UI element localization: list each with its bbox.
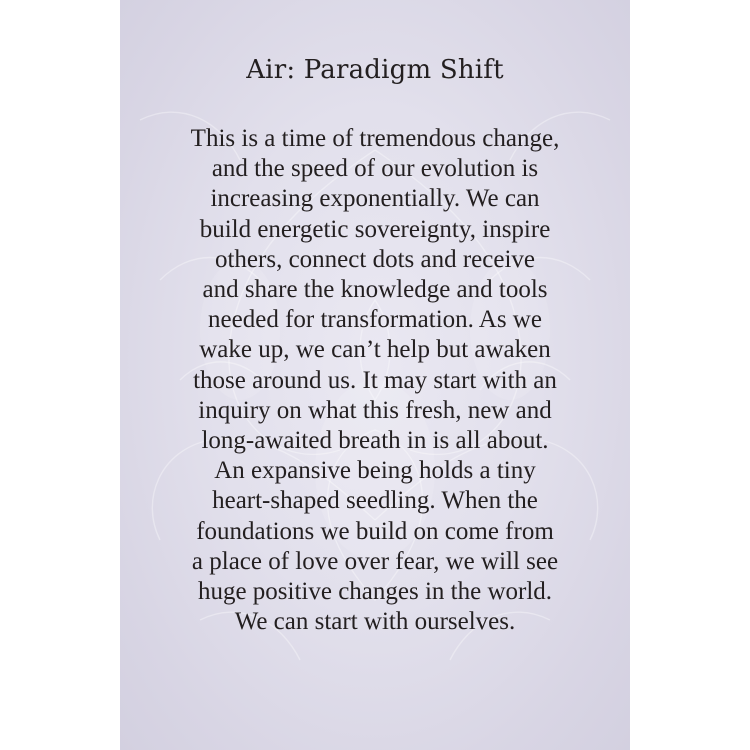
body-line: a place of love over fear, we will see (191, 547, 559, 575)
body-line: others, connect dots and receive (214, 245, 535, 273)
body-line: wake up, we can’t help but awaken (199, 336, 551, 364)
oracle-card (120, 0, 630, 750)
body-line: This is a time of tremendous change, (190, 125, 560, 152)
card-body-text (155, 124, 595, 637)
body-line: build energetic sovereignty, inspire (199, 215, 551, 243)
body-line: those around us. It may start with an (193, 366, 557, 394)
body-line: needed for transformation. As we (208, 306, 542, 334)
body-line: foundations we build on come from (196, 517, 554, 545)
body-line: We can start with ourselves. (234, 608, 516, 636)
body-line: heart-shaped seedling. When the (212, 487, 538, 515)
body-line: and share the knowledge and tools (202, 276, 548, 304)
card-title: Air: Paradigm Shift (246, 55, 504, 85)
body-line: increasing exponentially. We can (210, 185, 540, 213)
body-line: inquiry on what this fresh, new and (198, 396, 552, 424)
body-line: An expansive being holds a tiny (214, 457, 536, 485)
body-line: long-awaited breath in is all about. (201, 427, 549, 455)
body-line: and the speed of our evolution is (211, 155, 539, 183)
body-line: huge positive changes in the world. (197, 578, 553, 606)
